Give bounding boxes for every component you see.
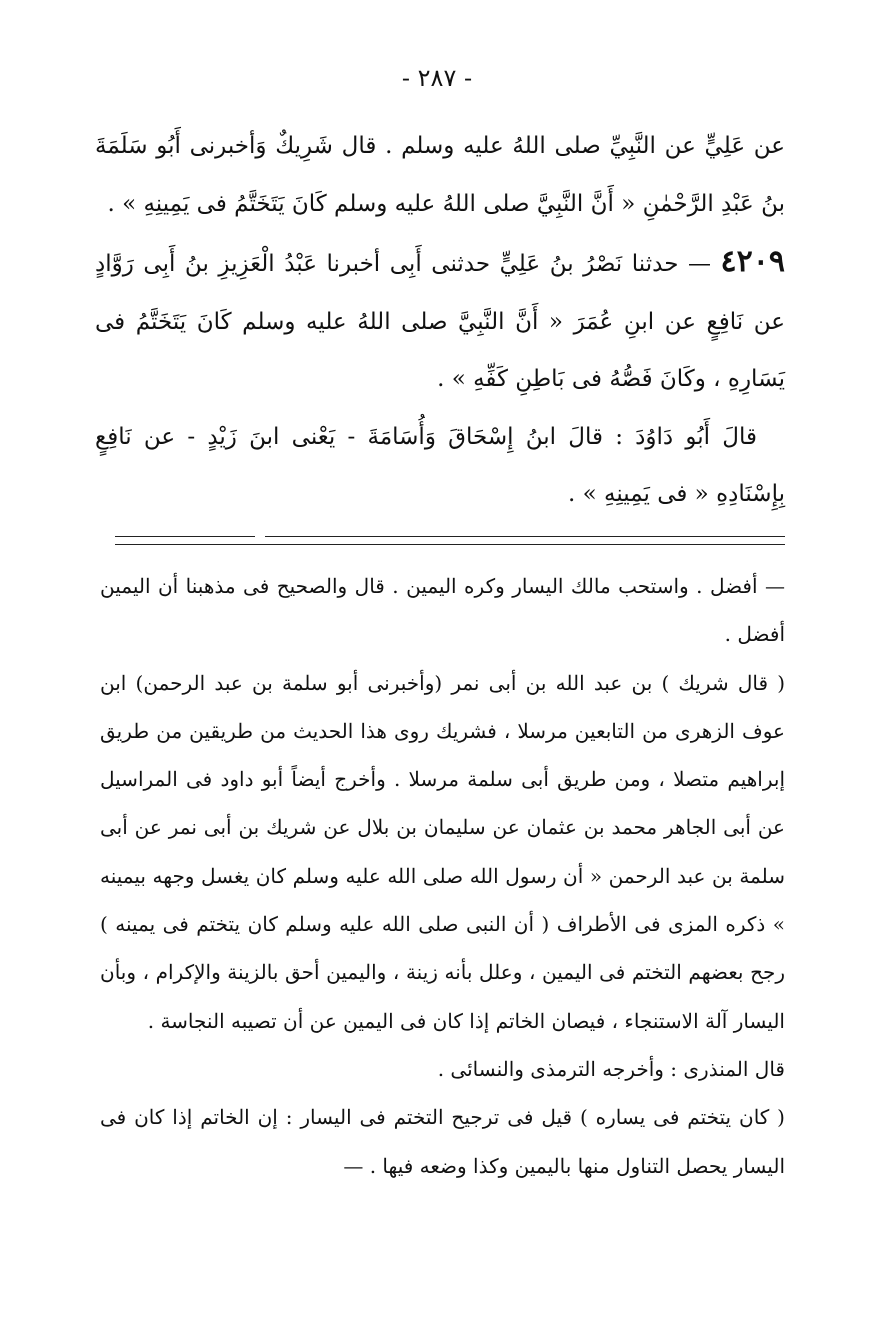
- abu-dawud-note: [95, 409, 785, 524]
- hadith-number: ٤٢٠٩: [720, 244, 785, 279]
- divider-rule-long: [115, 544, 785, 545]
- commentary-paragraph: ( كان يتختم فى يساره ) قيل فى ترجيح التختم فى اليسار : إن الخاتم إذا كان فى اليسار يحصل التناول منها باليمين وكذا وضعه فيها . —: [100, 1105, 785, 1178]
- page-number: - ٢٨٧ -: [401, 64, 473, 92]
- hadith-text: — حدثنا نَصْرُ بنُ عَلِيٍّ حدثنى أَبِى أخبرنا عَبْدُ الْعَزِيزِ بنُ أَبِى رَوَّادٍ عن نَافِعٍ عن ابنِ عُمَرَ « أَنَّ النَّبِيَّ صلى اللهُ عليه وسلم كَانَ يَتَخَتَّمُ فى يَسَارِهِ ، وكَانَ فَصُّهُ فى بَاطِنِ كَفِّهِ » .: [95, 251, 785, 392]
- commentary-paragraph: قال المنذرى : وأخرجه الترمذى والنسائى .: [437, 1056, 785, 1081]
- hadith-paragraph: [95, 233, 785, 409]
- commentary-paragraph: — أفضل . واستحب مالك اليسار وكره اليمين . قال والصحيح فى مذهبنا أن اليمين أفضل .: [100, 574, 785, 647]
- divider-rule-left: [115, 536, 255, 537]
- section-divider: [115, 536, 785, 556]
- commentary-paragraph: ( قال شريك ) بن عبد الله بن أبى نمر (وأخبرنى أبو سلمة بن عبد الرحمن) ابن عوف الزهرى من التابعين مرسلا ، فشريك روى هذا الحديث من طريقين من طريق إبراهيم متصلا ، ومن طريق أبى سلمة مرسلا . وأخرج أيضاً أبو داود فى المراسيل عن أبى الجاهر محمد بن عثمان عن سليمان بن بلال عن شريك بن أبى نمر عن أبى سلمة بن عبد الرحمن « أن رسول الله صلى الله عليه وسلم كان يغسل وجهه بيمينه » ذكره المزى فى الأطراف ( أن النبى صلى الله عليه وسلم كان يتختم فى يمينه ) رجح بعضهم التختم فى اليمين ، وعلل بأنه زينة ، واليمين أحق بالزينة والإكرام ، وبأن اليسار آلة الاستنجاء ، فيصان الخاتم إذا كان فى اليمين عن أن تصيبه النجاسة .: [100, 670, 785, 1033]
- main-text: [95, 118, 785, 524]
- commentary-text: [100, 562, 785, 1190]
- hadith-continuation: عن عَلِيٍّ عن النَّبِيِّ صلى اللهُ عليه وسلم . قال شَرِيكٌ وَأخبرنى أَبُو سَلَمَةَ بنُ عَبْدِ الرَّحْمٰنِ « أَنَّ النَّبِيَّ صلى اللهُ عليه وسلم كَانَ يَتَخَتَّمُ فى يَمِينِهِ » .: [95, 133, 785, 217]
- abu-dawud-note-text: قالَ أَبُو دَاوُدَ : قالَ ابنُ إِسْحَاقَ وَأُسَامَةَ - يَعْنى ابنَ زَيْدٍ - عن نَافِعٍ بِإِسْنَادِهِ « فى يَمِينِهِ » .: [95, 423, 785, 507]
- divider-rule-right: [265, 536, 785, 537]
